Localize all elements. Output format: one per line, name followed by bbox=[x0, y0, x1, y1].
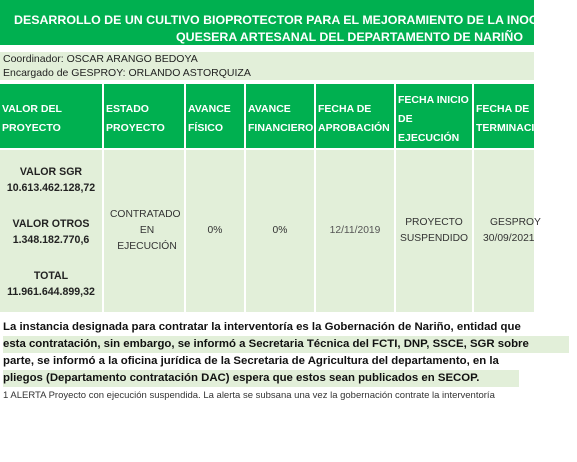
header-valor-proyecto bbox=[0, 84, 102, 148]
header-fecha-aprobacion-line2: APROBACIÓN bbox=[318, 122, 390, 134]
estado-proyecto-cell bbox=[104, 150, 184, 312]
fecha-inicio-cell bbox=[396, 150, 472, 312]
note-line-2: esta contratación, sin embargo, se informó a Secretaria Técnica del FCTI, DNP, SSCE, SGR sobre bbox=[3, 336, 569, 353]
header-valor-line2: PROYECTO bbox=[2, 122, 61, 134]
header-estado-line2: PROYECTO bbox=[106, 122, 165, 134]
estado-line2: EN EJECUCIÓN bbox=[117, 225, 177, 252]
header-avance-financiero-line2: FINANCIERO bbox=[248, 122, 314, 134]
fecha-terminacion-cell bbox=[474, 150, 541, 312]
header-fecha-inicio-line1: FECHA INICIO bbox=[398, 94, 469, 106]
header-fecha-inicio-line3: EJECUCIÓN bbox=[398, 132, 460, 144]
fecha-aprobacion-cell bbox=[316, 150, 394, 312]
alert-message: 1 ALERTA Proyecto con ejecución suspendida. La alerta se subsana una vez la gobernación contrate la interventoría bbox=[3, 390, 495, 401]
valor-otros-label: VALOR OTROS bbox=[12, 218, 90, 230]
avance-fisico-cell bbox=[186, 150, 244, 312]
header-avance-fisico bbox=[186, 84, 244, 148]
header-valor-line1: VALOR DEL bbox=[2, 103, 62, 115]
header-fecha-terminacion-line1: FECHA DE bbox=[476, 103, 530, 115]
fecha-terminacion-line2: 30/09/2021 bbox=[483, 233, 535, 244]
header-estado-proyecto bbox=[104, 84, 184, 148]
header-fecha-terminacion bbox=[474, 84, 551, 148]
gesproy-manager-label: Encargado de GESPROY: ORLANDO ASTORQUIZA bbox=[0, 66, 534, 80]
total-label: TOTAL bbox=[33, 270, 69, 282]
fecha-terminacion-line1: GESPROY bbox=[490, 217, 541, 228]
avance-financiero-cell bbox=[246, 150, 314, 312]
fecha-inicio-line2: SUSPENDIDO bbox=[399, 233, 469, 244]
estado-line1: CONTRATADO bbox=[110, 209, 181, 220]
header-fecha-inicio-line2: DE bbox=[398, 113, 413, 125]
header-avance-financiero-line1: AVANCE bbox=[248, 103, 291, 115]
header-fecha-aprobacion bbox=[316, 84, 394, 148]
header-avance-fisico-line1: AVANCE bbox=[188, 103, 231, 115]
avance-financiero-value: 0% bbox=[272, 225, 288, 236]
header-avance-fisico-line2: FÍSICO bbox=[188, 122, 224, 134]
total-value: 11.961.644.899,32 bbox=[7, 286, 95, 298]
note-line-3: parte, se informó a la oficina jurídica de la Secretaria de Agricultura del departamento, en la bbox=[3, 355, 499, 367]
title-line-2: QUESERA ARTESANAL DEL DEPARTAMENTO DE NARIÑO bbox=[176, 30, 523, 44]
title-line-1: DESARROLLO DE UN CULTIVO BIOPROTECTOR PARA EL MEJORAMIENTO DE LA INOCUIDAD bbox=[14, 13, 577, 27]
header-fecha-aprobacion-line1: FECHA DE bbox=[318, 103, 372, 115]
header-avance-financiero bbox=[246, 84, 314, 148]
header-estado-line1: ESTADO bbox=[106, 103, 149, 115]
avance-fisico-value: 0% bbox=[207, 225, 223, 236]
coordinator-label: Coordinador: OSCAR ARANGO BEDOYA bbox=[0, 52, 534, 66]
fecha-inicio-line1: PROYECTO bbox=[405, 217, 463, 228]
valor-sgr-value: 10.613.462.128,72 bbox=[6, 182, 96, 194]
header-fecha-terminacion-line2: TERMINACIÓN bbox=[476, 122, 551, 134]
header-fecha-inicio bbox=[396, 84, 472, 148]
valor-sgr-label: VALOR SGR bbox=[19, 166, 83, 178]
project-title-bar bbox=[0, 0, 577, 45]
fecha-aprobacion-value: 12/11/2019 bbox=[329, 225, 381, 236]
valor-proyecto-cell bbox=[0, 150, 102, 312]
valor-otros-value: 1.348.182.770,6 bbox=[12, 234, 90, 246]
note-line-1: La instancia designada para contratar la interventoría es la Gobernación de Nariño, entidad que bbox=[3, 321, 521, 333]
note-line-4: pliegos (Departamento contratación DAC) espera que estos sean publicados en SECOP. bbox=[3, 370, 519, 387]
